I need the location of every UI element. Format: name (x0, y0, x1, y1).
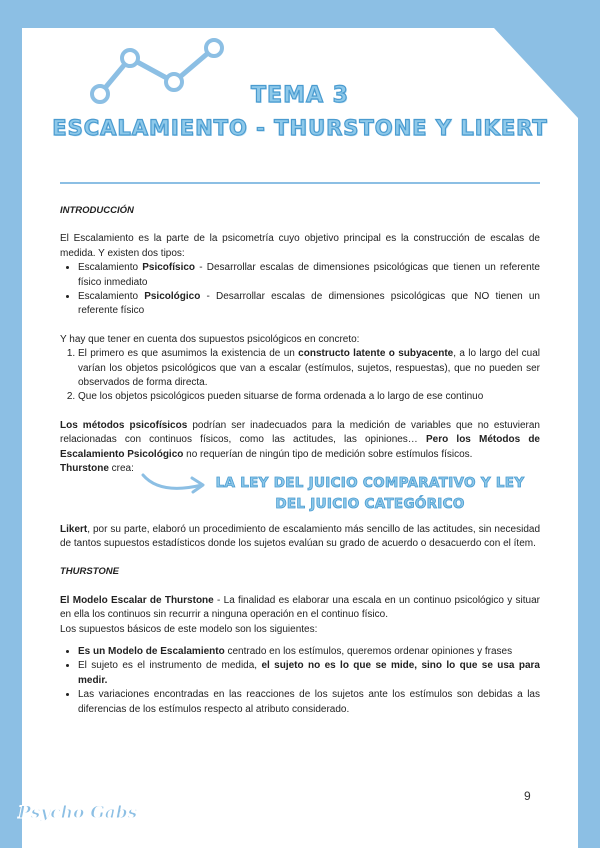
model-paragraph: El Modelo Escalar de Thurstone - La finalidad es elaborar una escala en un continuo psicológico y situar en ella los continuos sin recurrir a ninguna operación en el continuo físico. (60, 594, 540, 621)
assumptions-intro: Y hay que tener en cuenta dos supuestos psicológicos en concreto: (60, 333, 360, 345)
callout-block (60, 474, 540, 523)
list-item: • Las variaciones encontradas en las reacciones de los sujetos ante los estímulos son debidas a las diferencias de los estímulos respecto al atributo considerado. (78, 688, 540, 717)
page-subtitle: ESCALAMIENTO - THURSTONE Y LIKERT (52, 116, 548, 140)
assumptions-list (60, 347, 540, 405)
brand-logo: Psycho Gabs (18, 803, 138, 823)
page-title: TEMA 3 (251, 83, 349, 108)
list-item: 2. Que los objetos psicológicos pueden situarse de forma ordenada a lo largo de ese continuo (78, 390, 540, 404)
likert-paragraph: Likert, por su parte, elaboró un procedimiento de escalamiento más sencillo de las actitudes, sin necesidad de tantos supuestos estadísticos donde los sujetos evalúan su grado de acuerdo o desacuerdo con el ítem. (60, 523, 540, 549)
intro-paragraph: El Escalamiento es la parte de la psicometría cuyo objetivo principal es la construcción de escalas de medida. Y existen dos tipos: (60, 233, 540, 259)
title-divider (60, 182, 540, 184)
methods-paragraph: Los métodos psicofísicos podrían ser inadecuados para la medición de variables que no estuvieran relacionadas con continuos físicos, como las actitudes, las opiniones… Pero los Métodos de Escalamiento Psicológico no requerían de ningún tipo de medición sobre estímulos físicos. Thurstone crea: (60, 419, 540, 475)
callout-text: LA LEY DEL JUICIO COMPARATIVO Y LEY DEL JUICIO CATEGÓRICO (215, 474, 525, 512)
section-heading-intro: INTRODUCCIÓN (60, 205, 134, 216)
section-heading-thurstone: THURSTONE (60, 566, 119, 578)
list-item: 1. El primero es que asumimos la existencia de un constructo latente o subyacente, a lo largo del cual varían los objetos psicológicos que van a escalar (estímulos, sujetos, respuestas), que no pueden ser observados de forma directa. (78, 347, 540, 390)
document-body (60, 204, 540, 717)
scaling-types-list (60, 261, 540, 319)
list-item: • Es un Modelo de Escalamiento centrado en los estímulos, queremos ordenar opiniones y frases (78, 645, 540, 659)
list-item: • El sujeto es el instrumento de medida, el sujeto no es lo que se mide, sino lo que se usa para medir. (78, 659, 540, 688)
thurstone-assumptions-list (60, 645, 540, 717)
list-item: • Escalamiento Psicofísico - Desarrollar escalas de dimensiones psicológicas que tienen un referente físico inmediato (78, 261, 540, 290)
page-number: 9 (524, 789, 531, 803)
assumptions-lead: Los supuestos básicos de este modelo son los siguientes: (60, 623, 318, 635)
list-item: • Escalamiento Psicológico - Desarrollar escalas de dimensiones psicológicas que NO tienen un referente físico (78, 290, 540, 319)
